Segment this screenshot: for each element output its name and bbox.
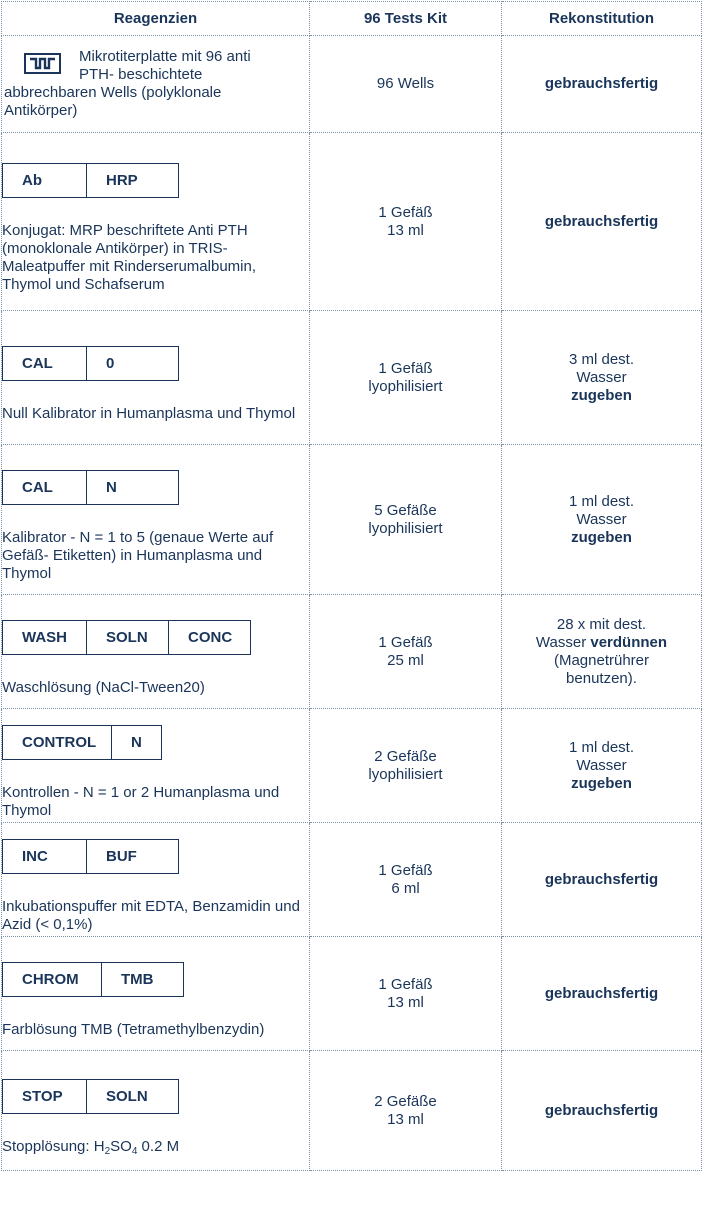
table-header-row (2, 2, 702, 36)
reagent-cell (2, 36, 310, 133)
kit-count: 5 Gefäße (374, 501, 437, 519)
label-soln: SOLN (87, 1079, 179, 1114)
kit-count: 2 Gefäße (374, 1092, 437, 1110)
reagent-cell (2, 445, 310, 595)
recon-action: zugeben (571, 386, 632, 404)
kit-count: 2 Gefäße (374, 747, 437, 765)
recon-line: benutzen). (566, 669, 637, 687)
reagent-desc-line: Mikrotiterplatte mit 96 anti (79, 48, 251, 65)
header-reagents: Reagenzien (2, 2, 310, 36)
label-inc: INC (2, 839, 87, 874)
recon-line: Wasser (576, 756, 627, 774)
recon-action: zugeben (571, 774, 632, 792)
reagent-desc-line: PTH- beschichtete (79, 66, 203, 83)
recon-word: Wasser (535, 633, 587, 651)
recon-action: zugeben (571, 528, 632, 546)
recon-line: 28 x mit dest. (556, 615, 647, 633)
table-row (2, 445, 702, 595)
kit-cell (310, 1051, 502, 1171)
table-row (2, 311, 702, 445)
label-buf: BUF (87, 839, 179, 874)
recon-cell (502, 595, 702, 709)
reagent-desc: Waschlösung (NaCl-Tween20) (2, 679, 205, 696)
recon-cell: gebrauchsfertig (502, 937, 702, 1051)
header-reconstitution: Rekonstitution (502, 2, 702, 36)
label-box (2, 470, 309, 508)
desc-part: Stopplösung: H (2, 1138, 105, 1155)
label-chrom: CHROM (2, 962, 102, 997)
kit-volume: 13 ml (387, 993, 424, 1011)
reagent-desc: Konjugat: MRP beschriftete Anti PTH (monoklonale Antikörper) in TRIS-Maleatpuffer mit Rinderserumalbumin, Thymol und Schafserum (2, 222, 256, 293)
reagent-cell (2, 709, 310, 823)
label-zero: 0 (87, 346, 179, 381)
recon-action: verdünnen (590, 633, 668, 651)
label-cal: CAL (2, 470, 87, 505)
kit-cell (310, 709, 502, 823)
kit-cell (310, 311, 502, 445)
label-tmb: TMB (102, 962, 184, 997)
kit-volume: 6 ml (391, 879, 420, 897)
kit-count: 1 Gefäß (378, 975, 433, 993)
reagent-desc: Inkubationspuffer mit EDTA, Benzamidin und Azid (< 0,1%) (2, 898, 300, 933)
recon-cell: gebrauchsfertig (502, 1051, 702, 1171)
reagent-cell (2, 1051, 310, 1171)
recon-cell (502, 311, 702, 445)
label-box (2, 962, 309, 1000)
reagent-cell (2, 595, 310, 709)
header-kit: 96 Tests Kit (310, 2, 502, 36)
label-box (2, 620, 309, 658)
table-row (2, 709, 702, 823)
recon-cell: gebrauchsfertig (502, 36, 702, 133)
desc-subscript: 2 (104, 1146, 111, 1157)
label-box (2, 839, 309, 877)
label-ab: Ab (2, 163, 87, 198)
kit-count: 1 Gefäß (378, 861, 433, 879)
recon-cell (502, 709, 702, 823)
kit-cell (310, 445, 502, 595)
kit-count: 1 Gefäß (378, 633, 433, 651)
label-soln: SOLN (87, 620, 169, 655)
recon-cell: gebrauchsfertig (502, 133, 702, 311)
reagent-desc: Kalibrator - N = 1 to 5 (genaue Werte auf Gefäß- Etiketten) in Humanplasma und Thymol (2, 529, 274, 582)
kit-cell: 96 Wells (310, 36, 502, 133)
reagent-desc (2, 1138, 309, 1158)
table-row (2, 937, 702, 1051)
recon-cell: gebrauchsfertig (502, 823, 702, 937)
label-box (2, 725, 309, 763)
kit-volume: 13 ml (387, 221, 424, 239)
recon-line: Wasser (576, 510, 627, 528)
kit-state: lyophilisiert (368, 377, 443, 395)
label-box (2, 346, 309, 384)
reagent-cell (2, 937, 310, 1051)
label-conc: CONC (169, 620, 251, 655)
reagent-desc: Null Kalibrator in Humanplasma und Thymol (2, 405, 296, 422)
recon-line: Wasser (576, 368, 627, 386)
kit-volume: 25 ml (387, 651, 424, 669)
reagent-desc-line: Antikörper) (4, 102, 78, 119)
kit-state: lyophilisiert (368, 519, 443, 537)
kit-cell (310, 823, 502, 937)
reagent-cell (2, 133, 310, 311)
label-wash: WASH (2, 620, 87, 655)
table-row (2, 133, 702, 311)
kit-cell (310, 937, 502, 1051)
recon-line: 1 ml dest. (568, 492, 635, 510)
kit-cell (310, 595, 502, 709)
label-cal: CAL (2, 346, 87, 381)
label-n: N (87, 470, 179, 505)
recon-cell (502, 445, 702, 595)
label-control: CONTROL (2, 725, 112, 760)
reagent-desc-line: abbrechbaren Wells (polyklonale (4, 84, 222, 101)
desc-part: SO (110, 1138, 132, 1155)
microplate-icon (24, 53, 61, 74)
recon-line: 1 ml dest. (568, 738, 635, 756)
label-stop: STOP (2, 1079, 87, 1114)
table-row (2, 1051, 702, 1171)
recon-line: (Magnetrührer (553, 651, 650, 669)
reagent-desc: Kontrollen - N = 1 or 2 Humanplasma und Thymol (2, 784, 280, 819)
table-row (2, 36, 702, 133)
kit-volume: 13 ml (387, 1110, 424, 1128)
recon-line (502, 634, 701, 652)
label-n: N (112, 725, 162, 760)
recon-line: 3 ml dest. (568, 350, 635, 368)
reagent-cell (2, 311, 310, 445)
kit-state: lyophilisiert (368, 765, 443, 783)
kit-cell (310, 133, 502, 311)
table-row (2, 823, 702, 937)
reagent-cell (2, 823, 310, 937)
kit-count: 1 Gefäß (378, 359, 433, 377)
desc-subscript: 4 (131, 1146, 138, 1157)
desc-part: 0.2 M (137, 1138, 180, 1155)
kit-count: 1 Gefäß (378, 203, 433, 221)
label-hrp: HRP (87, 163, 179, 198)
label-box (2, 163, 309, 201)
table-row (2, 595, 702, 709)
reagents-table (1, 1, 702, 1171)
label-box (2, 1079, 309, 1117)
reagent-desc: Farblösung TMB (Tetramethylbenzydin) (2, 1021, 265, 1038)
